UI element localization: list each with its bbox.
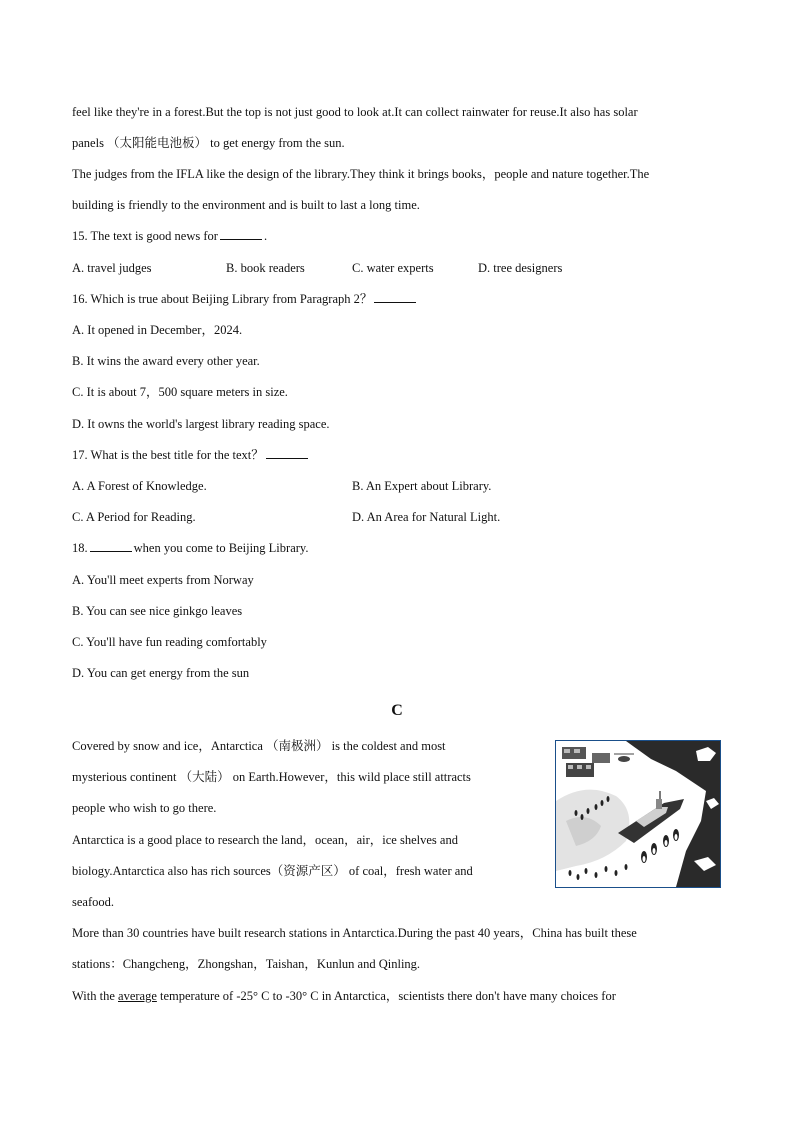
q15-option-b: B. book readers bbox=[226, 261, 305, 275]
question-text: 15. The text is good news for bbox=[72, 229, 218, 243]
question-text: when you come to Beijing Library. bbox=[133, 541, 309, 555]
question-text: 17. What is the best title for the text？ bbox=[72, 448, 264, 462]
question-16-stem bbox=[72, 291, 418, 307]
passage-line bbox=[72, 988, 616, 1004]
underlined-word: average bbox=[118, 989, 157, 1003]
passage-line: panels （太阳能电池板） to get energy from the sun. bbox=[72, 136, 345, 150]
answer-blank bbox=[266, 447, 308, 459]
q15-option-d: D. tree designers bbox=[478, 261, 563, 275]
passage-line: feel like they're in a forest.But the top is not just good to look at.It can collect rainwater for reuse.It also has solar bbox=[72, 105, 638, 119]
q16-option-a: A. It opened in December，2024. bbox=[72, 323, 243, 337]
question-text: 16. Which is true about Beijing Library from Paragraph 2？ bbox=[72, 292, 373, 306]
passage-line: seafood. bbox=[72, 895, 114, 909]
passage-line: stations：Changcheng，Zhongshan，Taishan，Kunlun and Qinling. bbox=[72, 957, 421, 971]
q17-option-a: A. A Forest of Knowledge. bbox=[72, 479, 207, 493]
passage-line: Antarctica is a good place to research the land，ocean，air，ice shelves and bbox=[72, 833, 458, 847]
antarctica-scene-image bbox=[556, 741, 720, 887]
q15-option-a: A. travel judges bbox=[72, 261, 152, 275]
q18-option-a: A. You'll meet experts from Norway bbox=[72, 573, 254, 587]
question-15-stem bbox=[72, 228, 267, 244]
q17-option-b: B. An Expert about Library. bbox=[352, 479, 492, 493]
q15-option-c: C. water experts bbox=[352, 261, 434, 275]
question-text: 18. bbox=[72, 541, 88, 555]
antarctica-illustration bbox=[555, 740, 721, 888]
answer-blank bbox=[374, 291, 416, 303]
q16-option-b: B. It wins the award every other year. bbox=[72, 354, 260, 368]
q16-option-c: C. It is about 7，500 square meters in size. bbox=[72, 385, 288, 399]
question-text: . bbox=[263, 229, 268, 243]
q17-option-c: C. A Period for Reading. bbox=[72, 510, 196, 524]
q17-option-d: D. An Area for Natural Light. bbox=[352, 510, 501, 524]
question-18-stem bbox=[72, 540, 308, 556]
section-heading: C bbox=[391, 702, 403, 719]
passage-text: With the bbox=[72, 989, 119, 1003]
q18-option-b: B. You can see nice ginkgo leaves bbox=[72, 604, 243, 618]
passage-line: biology.Antarctica also has rich sources（资源产区） of coal，fresh water and bbox=[72, 864, 473, 878]
passage-line: people who wish to go there. bbox=[72, 801, 217, 815]
q18-option-d: D. You can get energy from the sun bbox=[72, 666, 250, 680]
answer-blank bbox=[220, 228, 262, 240]
answer-blank bbox=[90, 540, 132, 552]
passage-line: Covered by snow and ice，Antarctica （南极洲） is the coldest and most bbox=[72, 739, 446, 753]
question-17-stem bbox=[72, 447, 310, 463]
passage-text: temperature of -25° C to -30° C in Antarctica，scientists there don't have many choices for bbox=[156, 989, 616, 1003]
passage-line: More than 30 countries have built research stations in Antarctica.During the past 40 years，China has built these bbox=[72, 926, 637, 940]
q16-option-d: D. It owns the world's largest library reading space. bbox=[72, 417, 330, 431]
passage-line: The judges from the IFLA like the design of the library.They think it brings books，people and nature together.The bbox=[72, 167, 650, 181]
passage-line: mysterious continent （大陆） on Earth.However，this wild place still attracts bbox=[72, 770, 471, 784]
q18-option-c: C. You'll have fun reading comfortably bbox=[72, 635, 267, 649]
passage-line: building is friendly to the environment and is built to last a long time. bbox=[72, 198, 420, 212]
